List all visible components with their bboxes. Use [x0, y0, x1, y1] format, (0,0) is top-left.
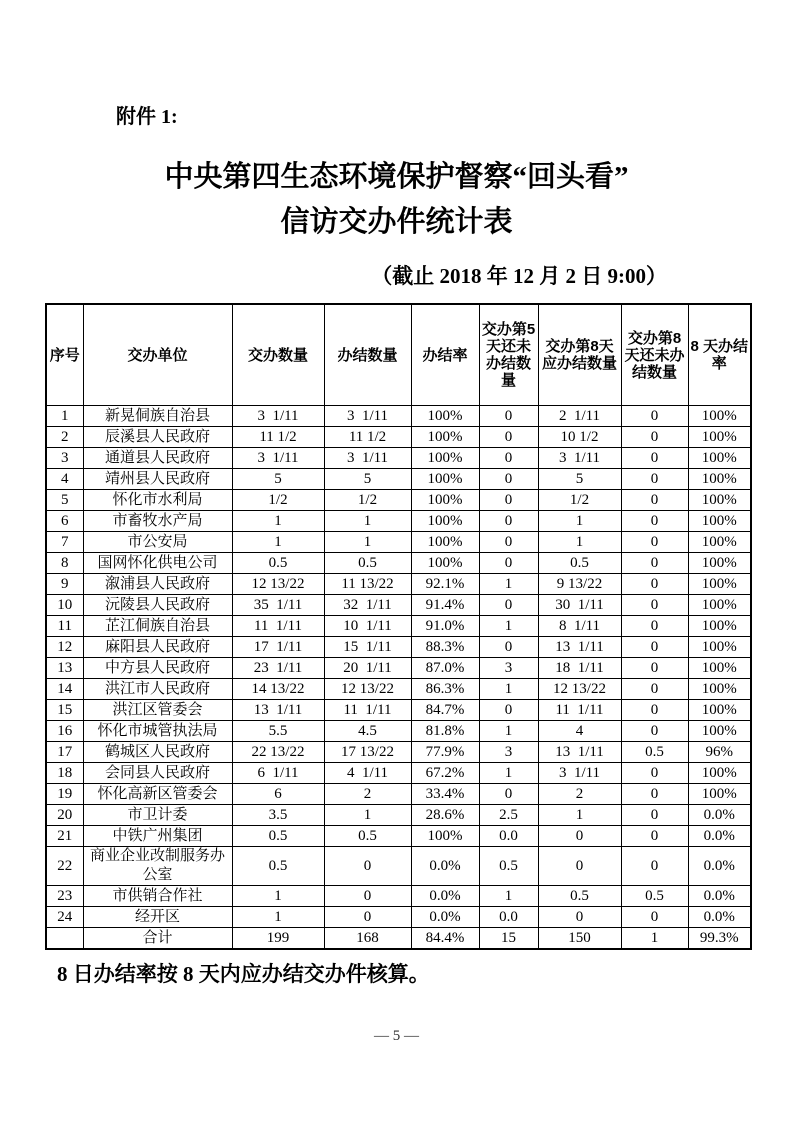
table-cell: 4.5: [324, 721, 411, 742]
cutoff-date-note: （截止 2018 年 12 月 2 日 9:00）: [371, 264, 667, 288]
table-cell: 0: [621, 469, 688, 490]
table-cell: 30 1/11: [538, 595, 621, 616]
table-cell: 32 1/11: [324, 595, 411, 616]
header-serial-number: 序号: [46, 304, 83, 406]
table-cell: 10 1/11: [324, 616, 411, 637]
table-cell: 11 1/2: [232, 427, 324, 448]
table-cell: 10 1/2: [538, 427, 621, 448]
table-cell: 13 1/11: [232, 700, 324, 721]
table-cell: 0: [621, 511, 688, 532]
cell-unit-name: 芷江侗族自治县: [83, 616, 232, 637]
table-cell: 0.0%: [688, 886, 751, 907]
table-cell: 87.0%: [411, 658, 479, 679]
table-cell: 33.4%: [411, 784, 479, 805]
table-cell: 2 1/11: [538, 406, 621, 427]
table-cell: 0.5: [479, 847, 538, 886]
table-cell: 168: [324, 928, 411, 950]
cell-serial-number: 23: [46, 886, 83, 907]
table-cell: 0: [621, 406, 688, 427]
cell-serial-number: 17: [46, 742, 83, 763]
table-cell: 84.4%: [411, 928, 479, 950]
table-row: [46, 679, 751, 700]
table-cell: 100%: [411, 427, 479, 448]
table-cell: 1: [538, 532, 621, 553]
table-cell: 0: [621, 553, 688, 574]
table-cell: 0.0%: [688, 847, 751, 886]
table-row: [46, 658, 751, 679]
cell-serial-number: 24: [46, 907, 83, 928]
table-cell: 1: [232, 511, 324, 532]
table-cell: 0: [324, 847, 411, 886]
table-cell: 4: [538, 721, 621, 742]
table-cell: 77.9%: [411, 742, 479, 763]
cell-serial-number: 1: [46, 406, 83, 427]
table-cell: 0: [621, 784, 688, 805]
document-title: [0, 155, 793, 245]
table-row: [46, 490, 751, 511]
table-cell: 100%: [411, 532, 479, 553]
table-row: [46, 595, 751, 616]
attachment-label: 附件 1:: [116, 106, 178, 128]
table-cell: 13 1/11: [538, 637, 621, 658]
table-row: [46, 574, 751, 595]
table-cell: 1: [479, 886, 538, 907]
table-row: [46, 637, 751, 658]
table-cell: 4 1/11: [324, 763, 411, 784]
table-row: [46, 907, 751, 928]
table-cell: 0: [479, 511, 538, 532]
cell-serial-number: 6: [46, 511, 83, 532]
table-cell: 22 13/22: [232, 742, 324, 763]
table-cell: 14 13/22: [232, 679, 324, 700]
table-cell: 0.0%: [411, 907, 479, 928]
table-cell: 100%: [411, 406, 479, 427]
table-cell: 0.5: [232, 847, 324, 886]
table-cell: 67.2%: [411, 763, 479, 784]
cell-unit-name: 溆浦县人民政府: [83, 574, 232, 595]
table-cell: 100%: [688, 658, 751, 679]
table-cell: 100%: [411, 448, 479, 469]
table-cell: 100%: [688, 721, 751, 742]
table-cell: 1: [324, 511, 411, 532]
table-cell: 20 1/11: [324, 658, 411, 679]
table-row: [46, 427, 751, 448]
cell-unit-name: 通道县人民政府: [83, 448, 232, 469]
table-total-row: [46, 928, 751, 950]
table-cell: 2: [538, 784, 621, 805]
table-cell: 0.0%: [411, 847, 479, 886]
table-cell: 0: [621, 763, 688, 784]
table-cell: 100%: [688, 679, 751, 700]
cell-serial-number: 5: [46, 490, 83, 511]
table-cell: 100%: [688, 616, 751, 637]
cell-serial-number: 10: [46, 595, 83, 616]
table-cell: 0: [621, 574, 688, 595]
table-row: [46, 406, 751, 427]
cell-unit-name: 中铁广州集团: [83, 826, 232, 847]
cell-serial-number: 8: [46, 553, 83, 574]
table-cell: 100%: [411, 490, 479, 511]
table-cell: 0: [621, 490, 688, 511]
table-cell: 150: [538, 928, 621, 950]
header-completion-rate: 办结率: [411, 304, 479, 406]
table-cell: 12 13/22: [324, 679, 411, 700]
table-row: [46, 784, 751, 805]
cell-unit-name: 沅陵县人民政府: [83, 595, 232, 616]
table-row: [46, 805, 751, 826]
table-cell: 0: [621, 826, 688, 847]
cell-serial-number: 18: [46, 763, 83, 784]
table-cell: 0: [621, 907, 688, 928]
table-cell: 100%: [688, 784, 751, 805]
table-cell: 2.5: [479, 805, 538, 826]
table-cell: 99.3%: [688, 928, 751, 950]
table-cell: 0.0%: [688, 826, 751, 847]
cell-serial-number: 11: [46, 616, 83, 637]
table-row: [46, 700, 751, 721]
table-cell: 0: [621, 721, 688, 742]
table-cell: 0: [479, 427, 538, 448]
table-cell: 0.0: [479, 907, 538, 928]
table-cell: 100%: [688, 700, 751, 721]
cell-serial-number: 9: [46, 574, 83, 595]
header-assigned-count: 交办数量: [232, 304, 324, 406]
table-cell: 91.0%: [411, 616, 479, 637]
table-cell: 15: [479, 928, 538, 950]
cell-unit-name: 洪江区管委会: [83, 700, 232, 721]
table-cell: 100%: [688, 469, 751, 490]
table-cell: 0.5: [621, 742, 688, 763]
table-cell: 100%: [688, 574, 751, 595]
table-cell: 1: [232, 886, 324, 907]
cell-unit-name: 市公安局: [83, 532, 232, 553]
header-day8-uncompleted: 交办第8天还未办结数量: [621, 304, 688, 406]
table-cell: 0: [538, 847, 621, 886]
table-cell: 13 1/11: [538, 742, 621, 763]
header-completed-count: 办结数量: [324, 304, 411, 406]
table-cell: 12 13/22: [538, 679, 621, 700]
table-cell: 3 1/11: [232, 448, 324, 469]
table-cell: 0: [479, 700, 538, 721]
cell-unit-name: 麻阳县人民政府: [83, 637, 232, 658]
cell-serial-number: 12: [46, 637, 83, 658]
table-cell: 0: [479, 406, 538, 427]
table-cell: 1: [232, 907, 324, 928]
table-cell: 0: [621, 448, 688, 469]
table-cell: 1: [479, 616, 538, 637]
table-cell: 84.7%: [411, 700, 479, 721]
table-cell: 0.5: [232, 553, 324, 574]
cell-serial-number: 15: [46, 700, 83, 721]
table-cell: 3: [479, 658, 538, 679]
table-cell: 0: [479, 490, 538, 511]
table-cell: 0: [621, 700, 688, 721]
cell-unit-name: 辰溪县人民政府: [83, 427, 232, 448]
header-day8-due: 交办第8天应办结数量: [538, 304, 621, 406]
cell-serial-number: 16: [46, 721, 83, 742]
table-cell: 0: [479, 637, 538, 658]
footnote: 8 日办结率按 8 天内应办结交办件核算。: [57, 962, 430, 986]
table-cell: 1: [479, 679, 538, 700]
title-line-2: 信访交办件统计表: [280, 206, 513, 238]
table-cell: 0: [324, 886, 411, 907]
table-cell: 0: [479, 448, 538, 469]
table-row: [46, 763, 751, 784]
table-cell: 100%: [688, 532, 751, 553]
table-cell: 100%: [688, 553, 751, 574]
table-cell: 0: [621, 637, 688, 658]
table-cell: 100%: [411, 469, 479, 490]
table-cell: 1: [324, 532, 411, 553]
table-cell: 3.5: [232, 805, 324, 826]
table-cell: 0.0%: [411, 886, 479, 907]
table-cell: 0: [479, 595, 538, 616]
statistics-table: [45, 303, 752, 950]
table-cell: 0.0%: [688, 907, 751, 928]
table-cell: 1: [479, 574, 538, 595]
table-cell: 1/2: [232, 490, 324, 511]
header-assigned-unit: 交办单位: [83, 304, 232, 406]
table-cell: 11 1/11: [232, 616, 324, 637]
table-row: [46, 553, 751, 574]
cell-serial-number: 14: [46, 679, 83, 700]
cell-unit-name: 合计: [83, 928, 232, 950]
table-cell: 1: [621, 928, 688, 950]
table-cell: 11 1/2: [324, 427, 411, 448]
table-cell: 100%: [688, 511, 751, 532]
cell-unit-name: 怀化市城管执法局: [83, 721, 232, 742]
cell-serial-number: 22: [46, 847, 83, 886]
table-cell: 0: [621, 847, 688, 886]
table-cell: 5: [232, 469, 324, 490]
table-cell: 0.5: [232, 826, 324, 847]
cell-unit-name: 鹤城区人民政府: [83, 742, 232, 763]
table-cell: 92.1%: [411, 574, 479, 595]
table-cell: 18 1/11: [538, 658, 621, 679]
table-cell: 0.5: [538, 886, 621, 907]
table-cell: 17 1/11: [232, 637, 324, 658]
table-cell: 15 1/11: [324, 637, 411, 658]
table-cell: 1: [538, 511, 621, 532]
table-cell: 17 13/22: [324, 742, 411, 763]
table-cell: 0: [621, 616, 688, 637]
cell-serial-number: 7: [46, 532, 83, 553]
table-cell: 100%: [411, 826, 479, 847]
table-cell: 100%: [411, 553, 479, 574]
table-cell: 100%: [688, 406, 751, 427]
table-cell: 5: [538, 469, 621, 490]
cell-serial-number: 19: [46, 784, 83, 805]
table-cell: 0.0: [479, 826, 538, 847]
table-cell: 1: [538, 805, 621, 826]
table-cell: 28.6%: [411, 805, 479, 826]
cell-serial-number: 2: [46, 427, 83, 448]
table-cell: 0: [621, 805, 688, 826]
table-cell: 91.4%: [411, 595, 479, 616]
table-header-row: [46, 304, 751, 406]
table-cell: 96%: [688, 742, 751, 763]
table-cell: 3 1/11: [232, 406, 324, 427]
table-cell: 12 13/22: [232, 574, 324, 595]
cell-unit-name: 会同县人民政府: [83, 763, 232, 784]
table-row: [46, 742, 751, 763]
table-row: [46, 847, 751, 886]
table-cell: 9 13/22: [538, 574, 621, 595]
table-cell: 86.3%: [411, 679, 479, 700]
table-cell: 100%: [411, 511, 479, 532]
table-cell: 0: [538, 826, 621, 847]
cell-serial-number: 13: [46, 658, 83, 679]
table-cell: 0: [324, 907, 411, 928]
cell-unit-name: 怀化市水利局: [83, 490, 232, 511]
table-cell: 0: [479, 553, 538, 574]
cell-unit-name: 商业企业改制服务办公室: [83, 847, 232, 886]
cell-unit-name: 靖州县人民政府: [83, 469, 232, 490]
cell-serial-number: 20: [46, 805, 83, 826]
table-cell: 6 1/11: [232, 763, 324, 784]
cell-unit-name: 国网怀化供电公司: [83, 553, 232, 574]
header-day5-uncompleted: 交办第5天还未办结数量: [479, 304, 538, 406]
cell-unit-name: 洪江市人民政府: [83, 679, 232, 700]
cell-serial-number: 21: [46, 826, 83, 847]
table-cell: 100%: [688, 763, 751, 784]
table-cell: 0.5: [324, 826, 411, 847]
table-cell: 199: [232, 928, 324, 950]
cell-serial-number: 3: [46, 448, 83, 469]
table-cell: 35 1/11: [232, 595, 324, 616]
table-cell: 1: [324, 805, 411, 826]
table-row: [46, 721, 751, 742]
table-cell: 100%: [688, 595, 751, 616]
cell-unit-name: 中方县人民政府: [83, 658, 232, 679]
table-cell: 0: [621, 532, 688, 553]
table-cell: 3 1/11: [538, 763, 621, 784]
table-cell: 0.5: [324, 553, 411, 574]
cell-unit-name: 怀化高新区管委会: [83, 784, 232, 805]
table-cell: 100%: [688, 448, 751, 469]
table-cell: 0: [479, 532, 538, 553]
table-cell: 0: [621, 595, 688, 616]
table-cell: 3 1/11: [538, 448, 621, 469]
table-cell: 1: [479, 763, 538, 784]
table-cell: 0: [621, 658, 688, 679]
cell-unit-name: 市畜牧水产局: [83, 511, 232, 532]
table-cell: 1/2: [538, 490, 621, 511]
table-cell: 23 1/11: [232, 658, 324, 679]
table-cell: 1: [232, 532, 324, 553]
table-cell: 5.5: [232, 721, 324, 742]
table-row: [46, 826, 751, 847]
table-cell: 11 1/11: [324, 700, 411, 721]
table-cell: 3: [479, 742, 538, 763]
table-row: [46, 532, 751, 553]
cell-serial-number: 4: [46, 469, 83, 490]
table-cell: 0.0%: [688, 805, 751, 826]
cell-unit-name: 新晃侗族自治县: [83, 406, 232, 427]
table-cell: 100%: [688, 490, 751, 511]
title-line-1: 中央第四生态环境保护督察“回头看”: [164, 161, 629, 193]
cell-unit-name: 经开区: [83, 907, 232, 928]
table-cell: 5: [324, 469, 411, 490]
table-cell: 100%: [688, 427, 751, 448]
page-number: — 5 —: [374, 1028, 419, 1044]
table-cell: 0: [479, 469, 538, 490]
table-cell: 3 1/11: [324, 448, 411, 469]
cell-serial-number: [46, 928, 83, 950]
table-row: [46, 448, 751, 469]
table-cell: 88.3%: [411, 637, 479, 658]
table-cell: 11 1/11: [538, 700, 621, 721]
table-cell: 100%: [688, 637, 751, 658]
table-cell: 1: [479, 721, 538, 742]
table-cell: 8 1/11: [538, 616, 621, 637]
table-cell: 0: [538, 907, 621, 928]
table-cell: 0.5: [621, 886, 688, 907]
table-body: [46, 406, 751, 950]
table-cell: 2: [324, 784, 411, 805]
table-row: [46, 511, 751, 532]
table-cell: 3 1/11: [324, 406, 411, 427]
table-row: [46, 616, 751, 637]
header-8day-completion-rate: 8 天办结率: [688, 304, 751, 406]
table-cell: 0.5: [538, 553, 621, 574]
cell-unit-name: 市卫计委: [83, 805, 232, 826]
cell-unit-name: 市供销合作社: [83, 886, 232, 907]
table-cell: 0: [479, 784, 538, 805]
table-cell: 81.8%: [411, 721, 479, 742]
table-cell: 6: [232, 784, 324, 805]
table-cell: 0: [621, 679, 688, 700]
table-row: [46, 886, 751, 907]
table-cell: 1/2: [324, 490, 411, 511]
table-row: [46, 469, 751, 490]
table-cell: 0: [621, 427, 688, 448]
table-cell: 11 13/22: [324, 574, 411, 595]
